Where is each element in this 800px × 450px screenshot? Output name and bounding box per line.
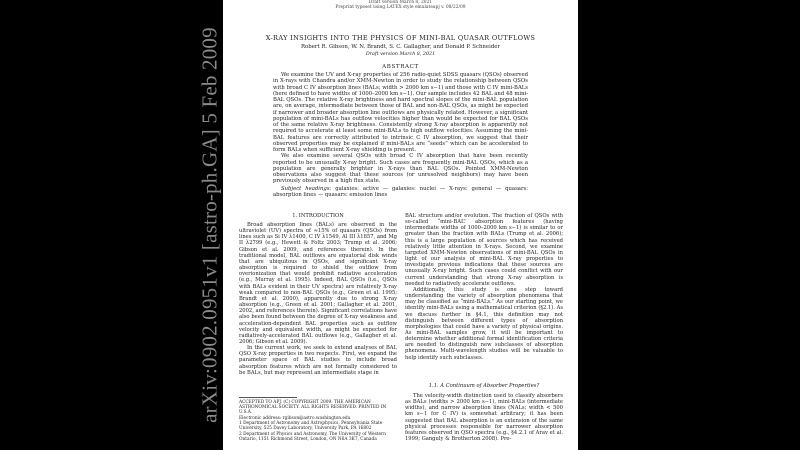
- subject-headings-text: galaxies: active — galaxies: nuclei — X-rays: general — quasars: absorption lines — quasars: emission lines: [273, 186, 528, 199]
- right-column-top: [405, 213, 563, 361]
- subject-headings: [273, 186, 528, 199]
- right-paragraph-3: The velocity-width distinction used to classify absorbers as BALs (widths > 2000 km s−1), mini-BALs (intermediate widths), and narrow absorption lines (NALs; width < 500 km s−1 for C IV) is somewhat arbitrary; it has been suggested that BAL absorption is an extension of the same physical processes responsible for narrower absorption features observed in QSO spectra (e.g., §4.2.1 of Arav et al. 1999; Ganguly & Brotherton 2008). Pre-: [405, 393, 563, 443]
- draft-header: Draft version March 8, 2021: [368, 0, 433, 5]
- left-paragraph-2: In the current work, we seek to extend analyses of BAL QSO X-ray properties in two respects. First, we expand the parameter space of BAL studies to include broad absorption features which are not formally considered to be BALs, but may represent an intermediate stage in: [239, 345, 397, 376]
- preprint-header: Preprint typeset using LATEX style emulateapj v. 08/22/09: [335, 5, 466, 10]
- abstract-paragraph-2: We also examine several QSOs with broad C IV absorption that have been recently reported to be unusually X-ray bright. Such cases are frequently mini-BAL QSOs, which as a population are generally brighter in X-rays than BAL QSOs. Pointed XMM-Newton observations also suggest that these sources (or unresolved neighbors) may have been previously observed in a high flux state.: [273, 153, 528, 185]
- left-paragraph-1: Broad absorption lines (BALs) are observed in the ultraviolet (UV) spectra of ≈15% of quasars (QSOs) from lines such as Si IV λ1400, C IV λ1549, Al III λ1857, and Mg II λ2799 (e.g., Hewett & Foltz 2003; Trump et al. 2006; Gibson et al. 2009, and references therein). In the traditional model, BAL outflows are equatorial disk winds that are ubiquitous in QSOs, and significant X-ray absorption is required to shield the outflow from overionization that would prohibit radiative acceleration (e.g., Murray et al. 1995). Indeed, BAL QSOs (i.e., QSOs with BALs evident in their UV spectra) are relatively X-ray weak compared to non-BAL QSOs (e.g., Green et al. 1995; Brandt et al. 2000), apparently due to strong X-ray absorption (e.g., Green et al. 2001; Gallagher et al. 2001, 2002, and references therein). Significant correlations have also been found between the degree of X-ray weakness and acceleration-dependent BAL properties such as outflow velocity and equivalent width, as might be expected for radiatively-accelerated BAL outflows (e.g., Gallagher et al. 2006; Gibson et al. 2009).: [239, 222, 397, 345]
- paper-title: X-RAY INSIGHTS INTO THE PHYSICS OF MINI-BAL QUASAR OUTFLOWS: [265, 34, 536, 42]
- subsection-heading: 1.1. A Continuum of Absorber Properties?: [428, 383, 540, 389]
- footnote-copyright: ACCEPTED TO APJ. (C) COPYRIGHT 2009. THE AMERICAN ASTRONOMICAL SOCIETY. ALL RIGHTS RESERVED. PRINTED IN U.S.A.: [239, 400, 387, 416]
- footnote-email: Electronic address: rgibson@astro.washington.edu: [239, 415, 351, 421]
- right-column-bottom: [405, 393, 563, 442]
- abstract-paragraph-1: We examine the UV and X-ray properties of 256 radio-quiet SDSS quasars (QSOs) observed in X-rays with Chandra and/or XMM-Newton in order to study the relationship between QSOs with broad C IV absorption lines (BALs; width > 2000 km s−1) and those with C IV mini-BALs (here defined to have widths of 1000–2000 km s−1). Our sample includes 42 BAL and 48 mini-BAL QSOs. The relative X-ray brightness and hard spectral slopes of the mini-BAL population are, on average, intermediate between those of BAL and non-BAL QSOs, as might be expected if narrower and broader absorption line outflows are physically related. However, a significant population of mini-BALs has outflow velocities higher than would be expected for BAL QSOs of the same relative X-ray brightness. Consistently strong X-ray absorption is apparently not required to accelerate at least some mini-BALs to high outflow velocities. Assuming the mini-BAL features are correctly attributed to intrinsic C IV absorption, we suggest that their observed properties may be explained if mini-BALs are “seeds” which can be accelerated to form BALs when sufficient X-ray shielding is present.: [273, 72, 528, 153]
- footnote-affiliation-2: 2 Department of Physics and Astronomy, The University of Western Ontario, 1151 Richmond Street, London, ON N6A 3K7, Canada: [239, 432, 386, 443]
- subject-headings-label: Subject headings:: [281, 186, 332, 192]
- draft-date: Draft version March 8, 2021: [365, 52, 436, 57]
- left-column: [239, 222, 397, 376]
- footnote-rule: [239, 397, 297, 398]
- intro-heading: 1. INTRODUCTION: [292, 213, 344, 219]
- abstract-heading: ABSTRACT: [382, 64, 419, 70]
- abstract: [273, 72, 528, 185]
- arxiv-identifier: arXiv:0902.0951v1 [astro-ph.GA] 5 Feb 2009: [197, 27, 222, 423]
- paper-authors: Robert R. Gibson, W. N. Brandt, S. C. Gallagher, and Donald P. Schneider: [300, 44, 501, 50]
- footnote-affiliation-1: 1 Department of Astronomy and Astrophysics, Pennsylvania State University, 525 Davey Laboratory, University Park, PA 16802: [239, 421, 383, 432]
- paper-page: [223, 0, 578, 450]
- right-paragraph-1: BAL structure and/or evolution. The fraction of QSOs with so-called “mini-BAL” absorption features (having intermediate widths of 1000–2000 km s−1) is similar to or greater than the fraction with BALs (Trump et al. 2006); this is a large population of sources which has received relatively little attention in X-rays. Second, we examine targeted XMM-Newton observations of mini-BAL QSOs in light of our analysis of mini-BAL X-ray properties to investigate previous indications that these sources are unusually X-ray bright. Such cases could conflict with our current understanding that strong X-ray absorption is needed to radiatively accelerate outflows.: [405, 213, 563, 287]
- right-paragraph-2: Additionally, this study is one step toward understanding the variety of absorption phenomena that may be classified as “mini-BALs.” As our starting point, we identify mini-BALs using a mathematical criterion (§2.1). As we discuss further in §4.1, this definition may not distinguish between different types of absorption morphologies that could have a variety of physical origins. As mini-BAL samples grow, it will be important to determine whether additional formal identification criteria are needed to distinguish new subclasses of absorption phenomena. Multi-wavelength studies will be valuable to help identify such subclasses.: [405, 286, 563, 361]
- footnotes: [239, 400, 397, 443]
